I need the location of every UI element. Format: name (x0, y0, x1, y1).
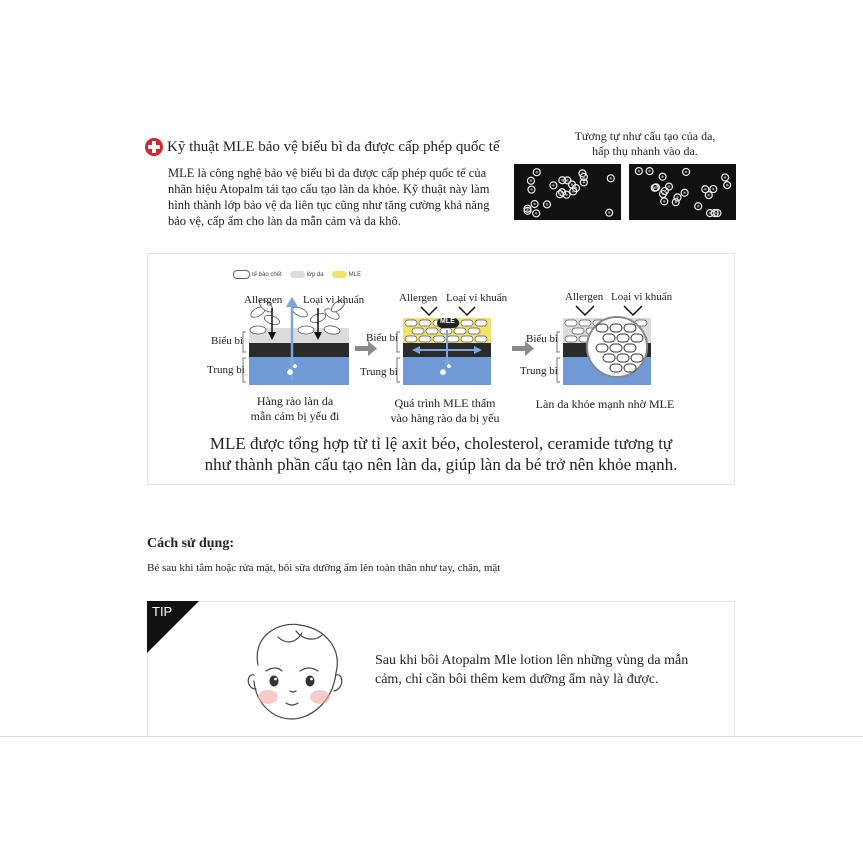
label-allergen: Allergen (565, 291, 604, 303)
stage-caption-line: mẫn cảm bị yếu đi (250, 409, 340, 423)
caption-line: Tương tự như cấu tạo của da, (574, 129, 716, 143)
section-title: Kỹ thuật MLE bảo vệ biểu bì da được cấp phép quốc tế (167, 138, 500, 155)
caption-line: hấp thụ nhanh vào da. (592, 144, 698, 158)
label-bacteria: Loại vi khuẩn (303, 294, 365, 306)
summary-line: như thành phần cấu tạo nên làn da, giúp làn da bé trở nên khỏe mạnh. (204, 455, 678, 474)
legend-label: tế bào chết (252, 271, 282, 278)
intro-line: nhãn hiệu Atopalm tái tạo cấu tạo làn da khỏe. Kỹ thuật này làm (168, 182, 490, 196)
label-dermis: Trung bì (207, 364, 245, 376)
legend-label: MLE (348, 271, 361, 278)
tip-badge: TIP (152, 604, 173, 619)
label-epidermis: Biểu bì (211, 335, 244, 347)
stage-weak-barrier (249, 297, 349, 385)
label-dermis: Trung bì (360, 366, 398, 378)
label-bacteria: Loại vi khuẩn (611, 291, 673, 303)
summary-line: MLE được tổng hợp từ tỉ lệ axit béo, cholesterol, ceramide tương tự (209, 434, 673, 453)
stage-caption-line: Hàng rào làn da (256, 394, 334, 408)
stage-caption-line: Làn da khỏe mạnh nhờ MLE (535, 397, 675, 411)
usage-text: Bé sau khi tắm hoặc rửa mặt, bôi sữa dưỡng ẩm lên toàn thân như tay, chân, mặt (147, 562, 501, 574)
intro-line: hình thành lớp bảo vệ da liên tục cũng như tăng cường khả năng (168, 198, 490, 212)
legend-label: lớp da (306, 271, 324, 278)
stage-caption (520, 397, 690, 412)
baby-face-illustration (238, 615, 358, 727)
intro-line: bảo vệ, cấp ẩm cho làn da mẫn cảm và da khô. (168, 214, 401, 228)
label-allergen: Allergen (399, 292, 438, 304)
intro-line: MLE là công nghệ bảo vệ biểu bì da được cấp phép quốc tế của (168, 166, 487, 180)
label-dermis: Trung bì (520, 365, 558, 377)
label-epidermis: Biểu bì (366, 332, 399, 344)
diagram-summary (150, 433, 732, 475)
stage-caption (225, 394, 365, 424)
divider (0, 736, 863, 737)
stage-caption-line: vào hàng rào da bị yếu (390, 411, 500, 425)
stage-caption-line: Quá trình MLE thấm (394, 396, 496, 410)
tip-line: Sau khi bôi Atopalm Mle lotion lên những vùng da mẫn (375, 653, 689, 668)
tip-text (375, 651, 725, 689)
stage-caption (370, 396, 520, 426)
tip-line: cảm, chỉ cần bôi thêm kem dưỡng ẩm này là được. (375, 672, 659, 687)
label-mle: MLE (440, 318, 455, 325)
stage-healthy-skin (563, 306, 651, 385)
label-allergen: Allergen (244, 294, 283, 306)
label-bacteria: Loại vi khuẩn (446, 292, 508, 304)
usage-title: Cách sử dụng: (147, 536, 234, 551)
label-epidermis: Biểu bì (526, 333, 559, 345)
